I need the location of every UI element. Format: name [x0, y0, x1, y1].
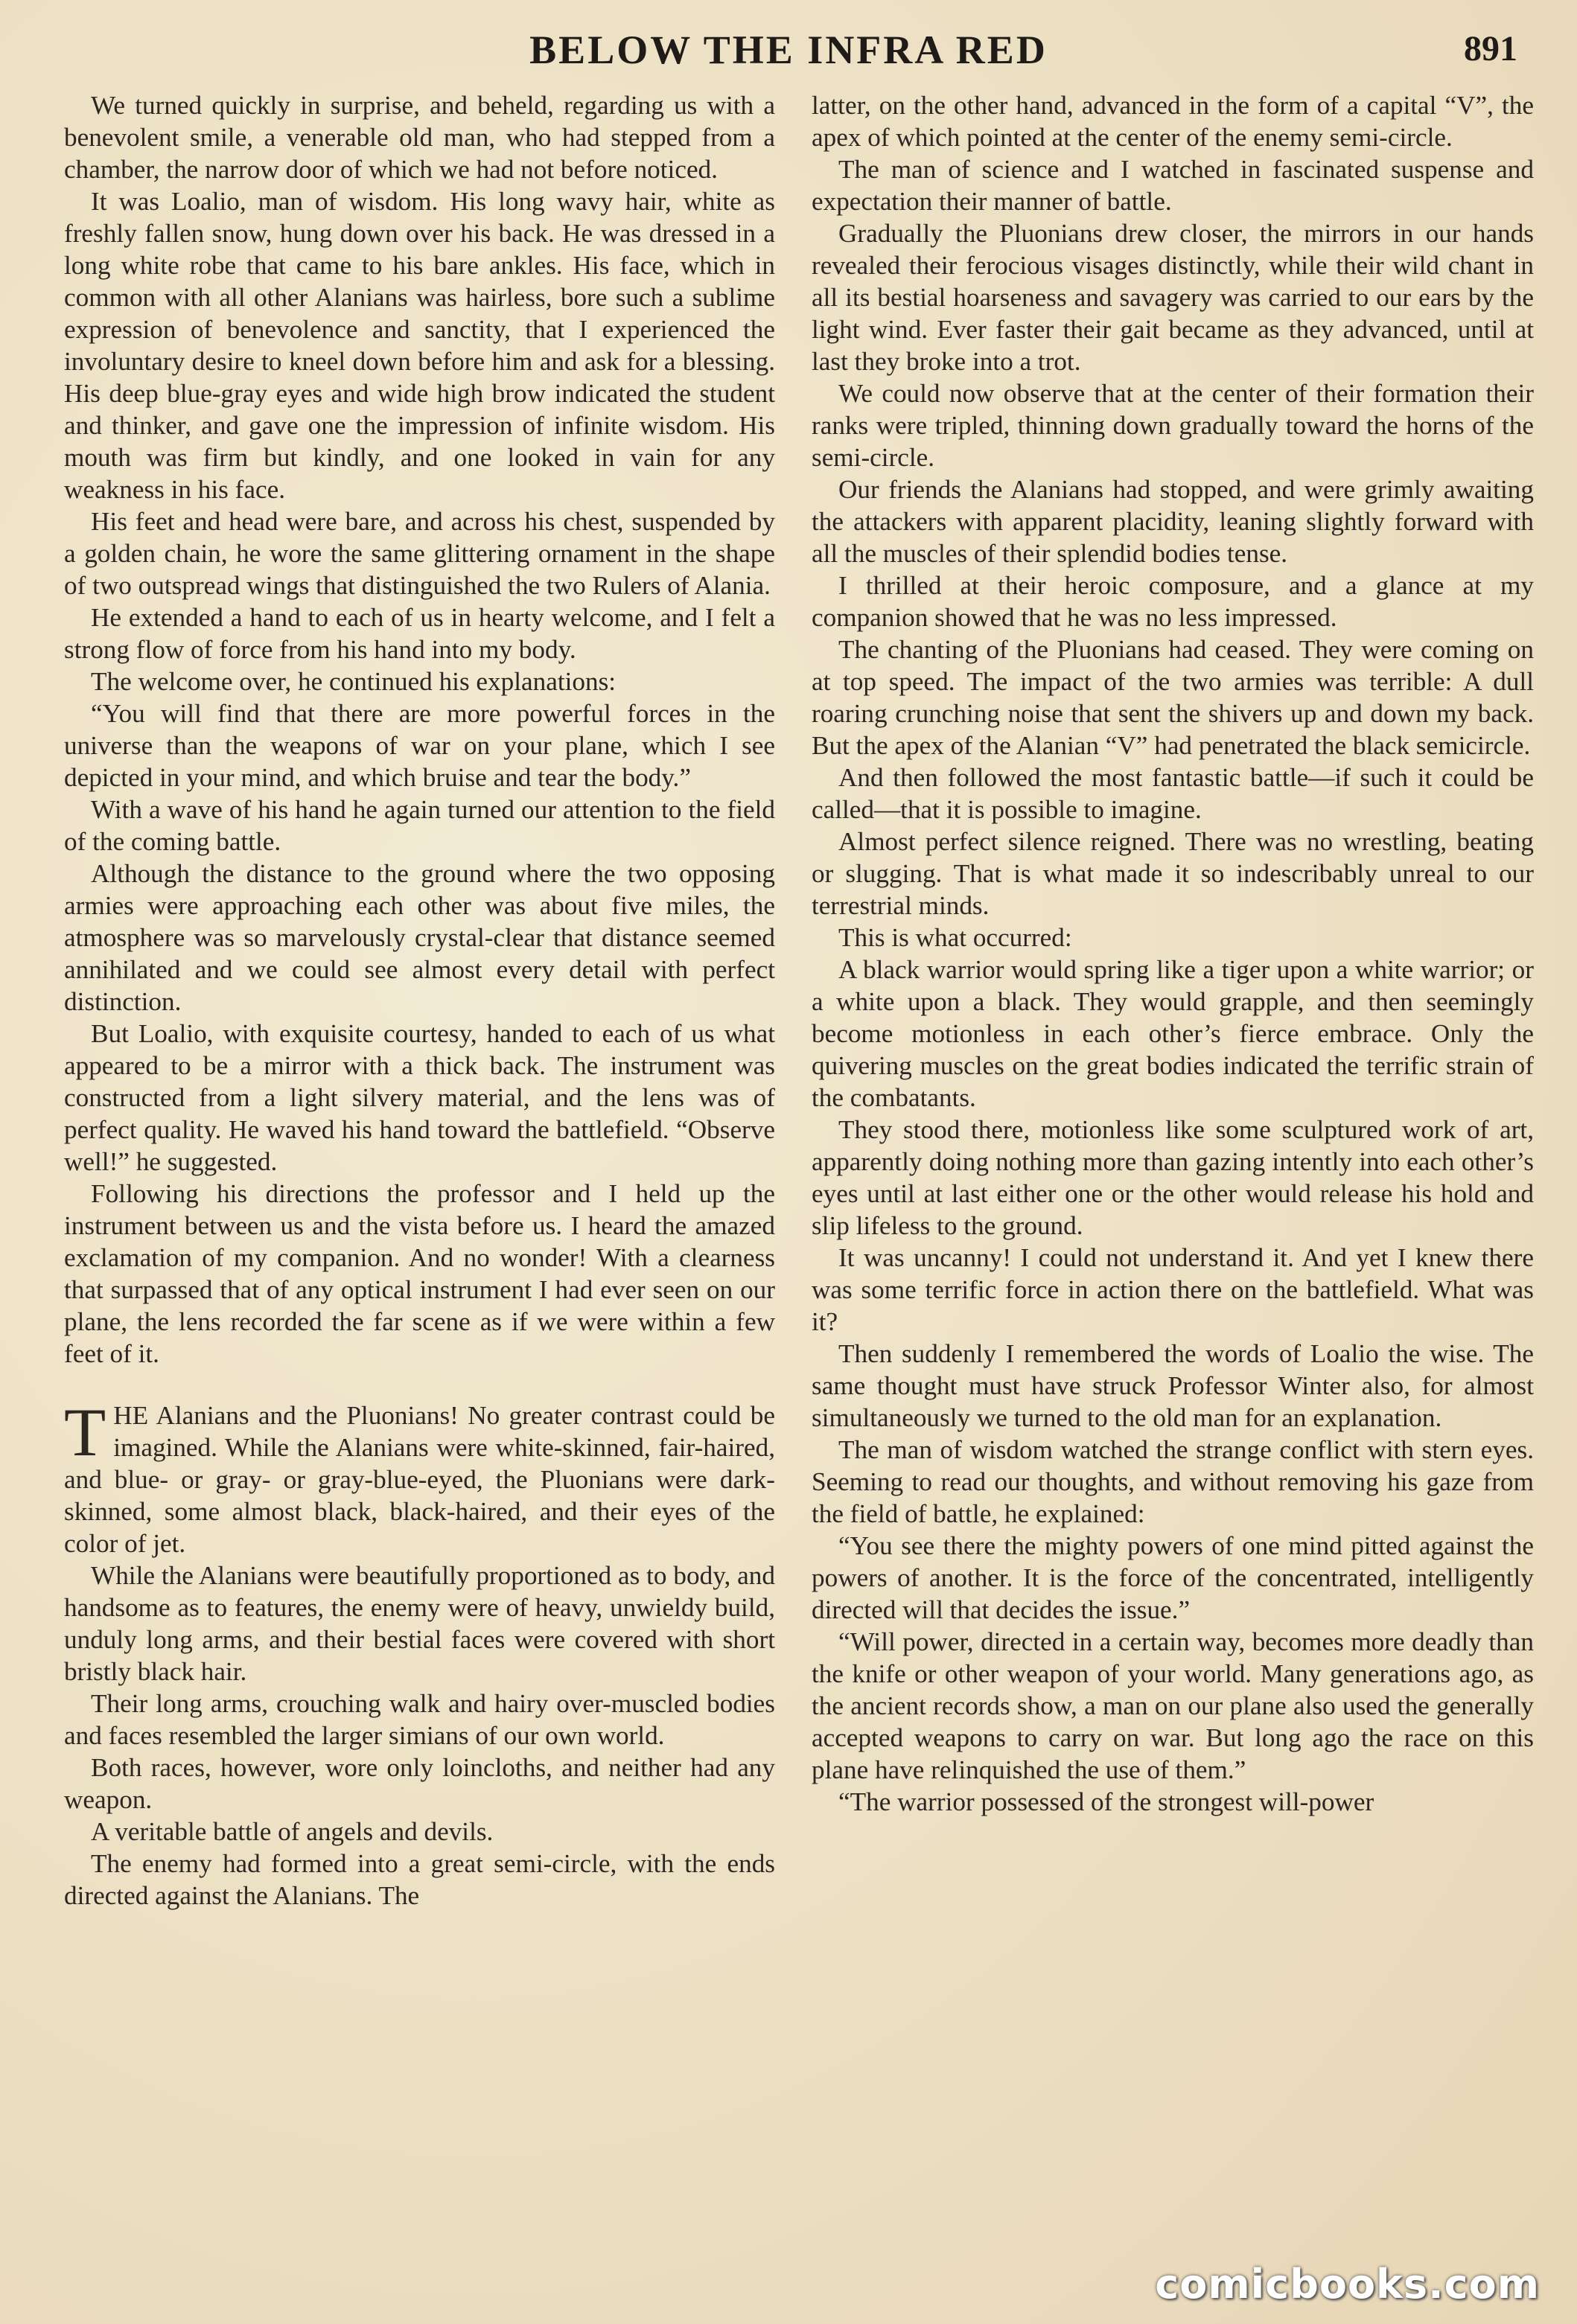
paragraph: With a wave of his hand he again turned our attention to the field of the coming battle.: [64, 795, 775, 856]
left-column: [64, 89, 775, 2293]
paragraph: The welcome over, he continued his explanations:: [91, 667, 617, 696]
paragraph: Then suddenly I remembered the words of Loalio the wise. The same thought must have struck Professor Winter also, for almost simultaneously we turned to the old man for an explanation.: [812, 1339, 1534, 1432]
paragraph: It was uncanny! I could not understand it. And yet I knew there was some terrific force in action there on the battlefield. What was it?: [812, 1243, 1534, 1336]
paragraph: Their long arms, crouching walk and hairy over-muscled bodies and faces resembled the larger simians of our own world.: [64, 1689, 775, 1750]
drop-cap: T: [64, 1394, 106, 1470]
running-title: BELOW THE INFRA RED: [529, 28, 1048, 72]
paragraph: A black warrior would spring like a tiger upon a white warrior; or a white upon a black. They would grapple, and then seemingly become motionless in each other’s fierce embrace. Only the quivering muscles on the great bodies indicated the terrific strain of the combatants.: [812, 955, 1534, 1112]
paragraph: A veritable battle of angels and devils.: [91, 1817, 494, 1846]
paragraph: “You see there the mighty powers of one mind pitted against the powers of another. It is the force of the concentrated, intelligently directed will that decides the issue.”: [812, 1531, 1534, 1624]
paragraph: The man of science and I watched in fascinated suspense and expectation their manner of battle.: [812, 155, 1534, 216]
paragraph: He extended a hand to each of us in hearty welcome, and I felt a strong flow of force from his hand into my body.: [64, 603, 775, 664]
paragraph: We turned quickly in surprise, and beheld, regarding us with a benevolent smile, a venerable old man, who had stepped from a chamber, the narrow door of which we had not before noticed.: [64, 91, 775, 184]
right-column: [812, 89, 1534, 2293]
paragraph: They stood there, motionless like some sculptured work of art, apparently doing nothing more than gazing intently into each other’s eyes until at last either one or the other would release his hold and slip lifeless to the ground.: [812, 1115, 1534, 1240]
section-opening-paragraph: [64, 1394, 775, 1560]
paragraph: His feet and head were bare, and across his chest, suspended by a golden chain, he wore the same glittering ornament in the shape of two outspread wings that distinguished the two Rulers of Alania.: [64, 507, 775, 600]
page-header: [0, 22, 1577, 82]
paragraph: Although the distance to the ground where the two opposing armies were approaching each other was about five miles, the atmosphere was so marvelously crystal-clear that distance seemed annihilated and we could see almost every detail with perfect distinction.: [64, 859, 775, 1016]
watermark: comicbooks.com: [1155, 2261, 1540, 2308]
paragraph: Our friends the Alanians had stopped, and were grimly awaiting the attackers with apparent placidity, leaning slightly forward with all the muscles of their splendid bodies tense.: [812, 475, 1534, 568]
paragraph: “The warrior possessed of the strongest will-power: [838, 1787, 1374, 1816]
paragraph: The enemy had formed into a great semi-circle, with the ends directed against the Alanians. The: [64, 1849, 775, 1910]
page-number: 891: [1464, 29, 1517, 68]
paragraph: Gradually the Pluonians drew closer, the mirrors in our hands revealed their ferocious visages distinctly, while their wild chant in all its bestial hoarseness and savagery was carried to our ears by the light wind. Ever faster their gait became as they advanced, until at last they broke into a trot.: [812, 219, 1534, 376]
paragraph: latter, on the other hand, advanced in the form of a capital “V”, the apex of which pointed at the center of the enemy semi-circle.: [812, 91, 1534, 152]
paragraph: It was Loalio, man of wisdom. His long wavy hair, white as freshly fallen snow, hung down over his back. He was dressed in a long white robe that came to his bare ankles. His face, which in common with all other Alanians was hairless, bore such a sublime expression of benevolence and sanctity, that I experienced the involuntary desire to kneel down before him and ask for a blessing. His deep blue-gray eyes and wide high brow indicated the student and thinker, and gave one the impression of infinite wisdom. His mouth was firm but kindly, and one looked in vain for any weakness in his face.: [64, 187, 775, 504]
paragraph: The man of wisdom watched the strange conflict with stern eyes. Seeming to read our thoughts, and without removing his gaze from the field of battle, he explained:: [812, 1435, 1534, 1528]
paragraph: Following his directions the professor and I held up the instrument between us and the vista before us. I heard the amazed exclamation of my companion. And no wonder! With a clearness that surpassed that of any optical instrument I had ever seen on our plane, the lens recorded the far scene as if we were within a few feet of it.: [64, 1179, 775, 1368]
paragraph: “You will find that there are more powerful forces in the universe than the weapons of war on your plane, which I see depicted in your mind, and which bruise and tear the body.”: [64, 699, 775, 792]
paragraph: I thrilled at their heroic composure, and a glance at my companion showed that he was no less impressed.: [812, 571, 1534, 632]
paragraph: While the Alanians were beautifully proportioned as to body, and handsome as to features, the enemy were of heavy, unwieldy build, unduly long arms, and their bestial faces were covered with short bristly black hair.: [64, 1561, 775, 1686]
paragraph: But Loalio, with exquisite courtesy, handed to each of us what appeared to be a mirror with a thick back. The instrument was constructed from a light silvery material, and the lens was of perfect quality. He waved his hand toward the battlefield. “Observe well!” he suggested.: [64, 1019, 775, 1176]
paragraph: “Will power, directed in a certain way, becomes more deadly than the knife or other weapon of your world. Many generations ago, as the ancient records show, a man on our plane also used the generally accepted weapons to carry on war. But long ago the race on this plane have relinquished the use of them.”: [812, 1627, 1534, 1784]
paragraph: Both races, however, wore only loincloths, and neither had any weapon.: [64, 1753, 775, 1814]
paragraph: This is what occurred:: [838, 923, 1072, 952]
paragraph: We could now observe that at the center of their formation their ranks were tripled, thinning down gradually toward the horns of the semi-circle.: [812, 379, 1534, 472]
paragraph: The chanting of the Pluonians had ceased. They were coming on at top speed. The impact of the two armies was terrible: A dull roaring crunching noise that sent the shivers up and down my back. But the apex of the Alanian “V” had penetrated the black semicircle.: [812, 635, 1534, 760]
paragraph: Almost perfect silence reigned. There was no wrestling, beating or slugging. That is what made it so indescribably unreal to our terrestrial minds.: [812, 827, 1534, 920]
paragraph: And then followed the most fantastic battle—if such it could be called—that it is possible to imagine.: [812, 763, 1534, 824]
paragraph-text: HE Alanians and the Pluonians! No greater contrast could be imagined. While the Alanians were white-skinned, fair-haired, and blue- or gray- or gray-blue-eyed, the Pluonians were dark-skinned, some almost black, black-haired, and their eyes of the color of jet.: [64, 1401, 775, 1558]
